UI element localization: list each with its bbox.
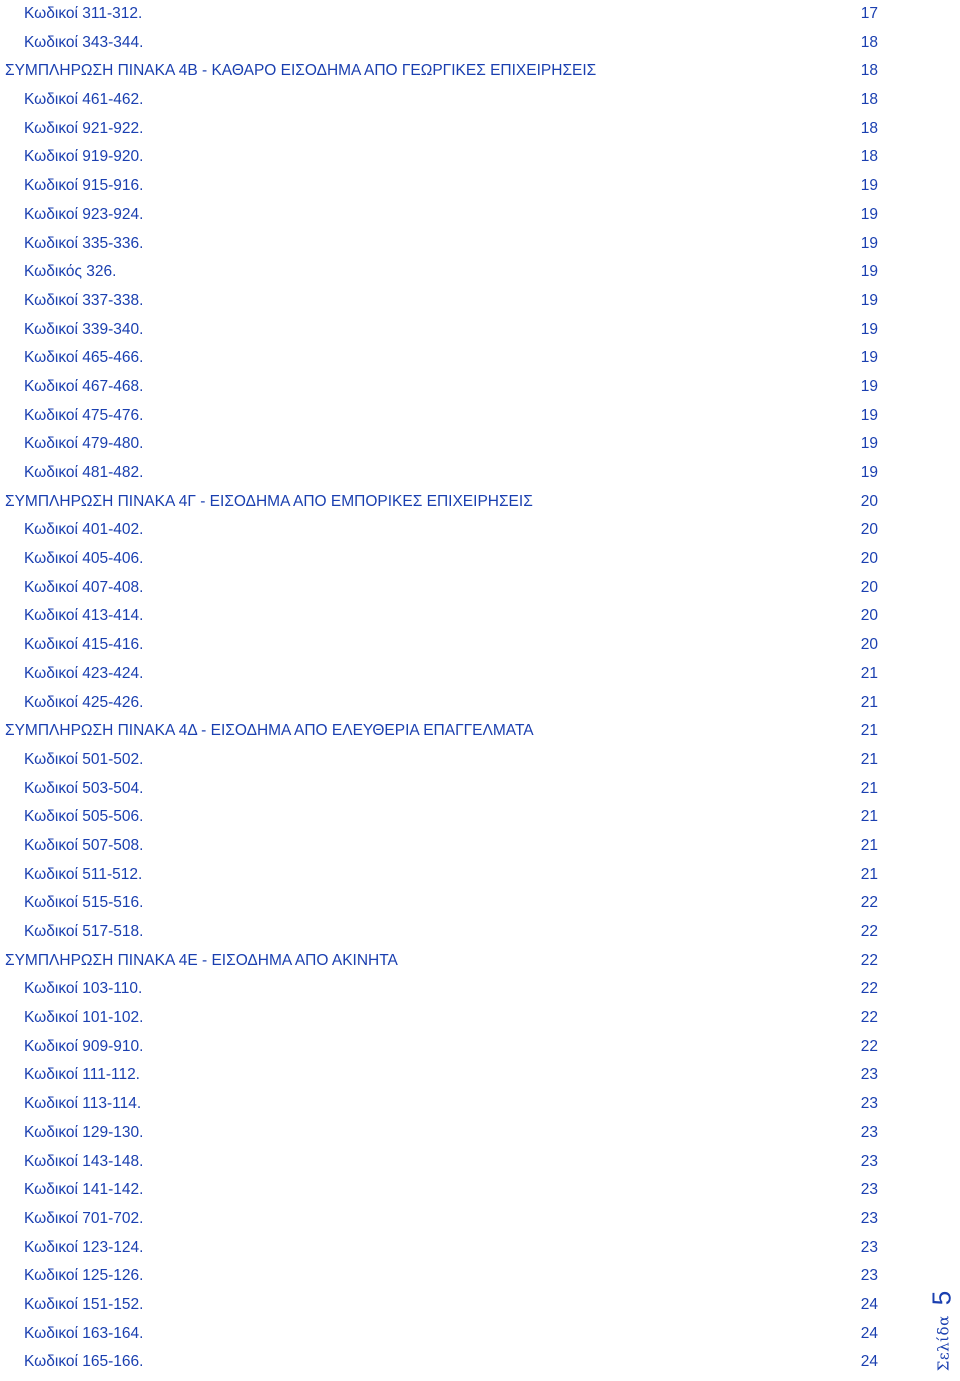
toc-section-link[interactable]: [0, 488, 960, 517]
toc-entry-label: Κωδικοί 479-480.: [24, 435, 144, 453]
toc-entry-link[interactable]: [0, 115, 960, 144]
toc-page-number: 22: [860, 980, 878, 998]
toc-entry-label: Κωδικοί 501-502.: [24, 750, 144, 768]
toc-page-number: 20: [860, 578, 878, 596]
toc-page-number: 17: [860, 5, 878, 22]
toc-page-number: 23: [860, 1181, 878, 1199]
toc-entry-label: Κωδικός 326.: [24, 263, 117, 281]
toc-page-number: 19: [860, 464, 878, 481]
toc-page-number: 21: [860, 808, 878, 826]
toc-entry-link[interactable]: [0, 1090, 960, 1119]
toc-page-number: 21: [860, 750, 878, 768]
toc-entry-label: Κωδικοί 141-142.: [24, 1181, 144, 1199]
toc-page-number: 23: [860, 1095, 878, 1113]
toc-entry-link[interactable]: [0, 918, 960, 947]
toc-entry-link[interactable]: [0, 1320, 960, 1349]
toc-entry-link[interactable]: [0, 402, 960, 431]
toc-page-number: 22: [860, 923, 878, 940]
toc-page-number: 20: [860, 492, 878, 510]
toc-entry-link[interactable]: [0, 1004, 960, 1033]
toc-page-number: 23: [860, 1267, 878, 1285]
toc-entry-label: Κωδικοί 165-166.: [24, 1353, 144, 1371]
toc-entry-link[interactable]: [0, 602, 960, 631]
toc-entry-link[interactable]: [0, 1148, 960, 1177]
toc-entry-label: Κωδικοί 113-114.: [24, 1095, 142, 1113]
toc-page-number: 19: [860, 177, 878, 195]
toc-entry-label: Κωδικοί 111-112.: [24, 1066, 140, 1084]
toc-entry-label: Κωδικοί 515-516.: [24, 894, 144, 912]
toc-page-number: 21: [860, 779, 878, 797]
toc-entry-label: Κωδικοί 475-476.: [24, 406, 144, 424]
toc-section-link[interactable]: [0, 57, 960, 86]
toc-entry-link[interactable]: [0, 1176, 960, 1205]
toc-page-number: 18: [860, 62, 878, 80]
toc-entry-link[interactable]: [0, 803, 960, 832]
toc-page-number: 24: [860, 1324, 878, 1342]
toc-entry-label: Κωδικοί 511-512.: [24, 865, 143, 883]
toc-entry-link[interactable]: [0, 143, 960, 172]
toc-entry-link[interactable]: [0, 775, 960, 804]
toc-entry-link[interactable]: [0, 1061, 960, 1090]
toc-entry-link[interactable]: [0, 1119, 960, 1148]
toc-entry-label: Κωδικοί 335-336.: [24, 234, 144, 252]
toc-entry-label: Κωδικοί 923-924.: [24, 205, 144, 223]
toc-entry-link[interactable]: [0, 459, 960, 488]
toc-entry-label: Κωδικοί 507-508.: [24, 836, 144, 854]
toc-entry-label: Κωδικοί 517-518.: [24, 923, 144, 940]
toc-entry-label: Κωδικοί 129-130.: [24, 1123, 144, 1141]
toc-page-number: 21: [860, 865, 878, 883]
toc-entry-link[interactable]: [0, 516, 960, 545]
toc-entry-link[interactable]: [0, 86, 960, 115]
toc-entry-link[interactable]: [0, 631, 960, 660]
toc-entry-label: Κωδικοί 461-462.: [24, 91, 144, 109]
toc-entry-link[interactable]: [0, 1262, 960, 1291]
toc-page-number: 22: [860, 1009, 878, 1027]
toc-entry-label: Κωδικοί 415-416.: [24, 636, 144, 654]
toc-entry-link[interactable]: [0, 975, 960, 1004]
toc-page-number: 18: [860, 148, 878, 166]
toc-entry-link[interactable]: [0, 574, 960, 603]
toc-entry-link[interactable]: [0, 1234, 960, 1263]
toc-entry-label: Κωδικοί 163-164.: [24, 1324, 144, 1342]
toc-page-number: 21: [860, 664, 878, 682]
toc-entry-link[interactable]: [0, 287, 960, 316]
toc-page-number: 18: [860, 33, 878, 51]
toc-entry-label: ΣΥΜΠΛΗΡΩΣΗ ΠΙΝΑΚΑ 4Γ - ΕΙΣΟΔΗΜΑ ΑΠΟ ΕΜΠΟΡΙΚΕΣ ΕΠΙΧΕΙΡΗΣΕΙΣ: [5, 492, 533, 510]
toc-entry-label: Κωδικοί 413-414.: [24, 607, 144, 625]
toc-entry-label: Κωδικοί 143-148.: [24, 1152, 144, 1170]
toc-page-number: 19: [860, 320, 878, 338]
toc-entry-label: Κωδικοί 343-344.: [24, 33, 144, 51]
toc-entry-label: Κωδικοί 505-506.: [24, 808, 144, 826]
toc-entry-label: Κωδικοί 915-916.: [24, 177, 144, 195]
toc-entry-label: ΣΥΜΠΛΗΡΩΣΗ ΠΙΝΑΚΑ 4Ε - ΕΙΣΟΔΗΜΑ ΑΠΟ ΑΚΙΝΗΤΑ: [5, 951, 398, 969]
toc-entry-link[interactable]: [0, 1348, 960, 1377]
toc-entry-link[interactable]: [0, 1033, 960, 1062]
toc-page-number: 19: [860, 435, 878, 453]
toc-entry-link[interactable]: [0, 689, 960, 718]
toc-entry-link[interactable]: [0, 316, 960, 345]
toc-entry-label: Κωδικοί 311-312.: [24, 5, 143, 22]
toc-entry-link[interactable]: [0, 258, 960, 287]
toc-entry-label: Κωδικοί 467-468.: [24, 377, 144, 395]
toc-entry-label: ΣΥΜΠΛΗΡΩΣΗ ΠΙΝΑΚΑ 4Δ - ΕΙΣΟΔΗΜΑ ΑΠΟ ΕΛΕΥΘΕΡΙΑ ΕΠΑΓΓΕΛΜΑΤΑ: [5, 722, 534, 740]
toc-entry-label: Κωδικοί 125-126.: [24, 1267, 144, 1285]
toc-page-number: 22: [860, 894, 878, 912]
toc-page-number: 19: [860, 234, 878, 252]
toc-entry-label: Κωδικοί 407-408.: [24, 578, 144, 596]
toc-page-number: 20: [860, 550, 878, 568]
toc-page-number: 20: [860, 607, 878, 625]
page-word-label: Σελίδα: [934, 1315, 953, 1372]
toc-entry-label: Κωδικοί 405-406.: [24, 550, 144, 568]
toc-entry-link[interactable]: [0, 29, 960, 58]
toc-page-number: 21: [860, 836, 878, 854]
toc-entry-label: Κωδικοί 101-102.: [24, 1009, 144, 1027]
page-number-rotated: [927, 1291, 958, 1371]
toc-entry-link[interactable]: [0, 889, 960, 918]
toc-section-link[interactable]: [0, 717, 960, 746]
toc-page-number: 19: [860, 263, 878, 281]
toc-entry-link[interactable]: [0, 545, 960, 574]
page-number: 5: [926, 1290, 957, 1306]
toc-entry-link[interactable]: [0, 172, 960, 201]
toc-page-number: 19: [860, 349, 878, 367]
toc-entry-link[interactable]: [0, 1205, 960, 1234]
toc-entry-label: Κωδικοί 423-424.: [24, 664, 144, 682]
toc-entry-link[interactable]: [0, 1291, 960, 1320]
toc-page-number: 23: [860, 1123, 878, 1141]
toc-entry-link[interactable]: [0, 344, 960, 373]
toc-entry-label: Κωδικοί 919-920.: [24, 148, 144, 166]
toc-page-number: 21: [860, 722, 878, 740]
toc-entry-label: ΣΥΜΠΛΗΡΩΣΗ ΠΙΝΑΚΑ 4Β - ΚΑΘΑΡΟ ΕΙΣΟΔΗΜΑ ΑΠΟ ΓΕΩΡΓΙΚΕΣ ΕΠΙΧΕΙΡΗΣΕΙΣ: [5, 62, 597, 80]
toc-page-number: 23: [860, 1238, 878, 1256]
toc-entry-label: Κωδικοί 481-482.: [24, 464, 144, 481]
toc-page-number: 20: [860, 636, 878, 654]
toc-page-number: 23: [860, 1209, 878, 1227]
toc-entry-label: Κωδικοί 339-340.: [24, 320, 144, 338]
toc-entry-label: Κωδικοί 337-338.: [24, 291, 144, 309]
toc-entry-link[interactable]: [0, 430, 960, 459]
toc-entry-label: Κωδικοί 103-110.: [24, 980, 143, 998]
toc-entry-label: Κωδικοί 909-910.: [24, 1037, 144, 1055]
toc-entry-label: Κωδικοί 123-124.: [24, 1238, 144, 1256]
toc-page-number: 18: [860, 91, 878, 109]
toc-entry-link[interactable]: [0, 861, 960, 890]
toc-entry-link[interactable]: [0, 201, 960, 230]
toc-entry-label: Κωδικοί 151-152.: [24, 1295, 144, 1313]
toc-page-number: 19: [860, 291, 878, 309]
toc-entry-link[interactable]: [0, 230, 960, 259]
toc-entry-label: Κωδικοί 425-426.: [24, 693, 144, 711]
toc-entry-link[interactable]: [0, 0, 960, 29]
toc-page-number: 24: [860, 1353, 878, 1371]
toc-entry-link[interactable]: [0, 373, 960, 402]
toc-page-number: 23: [860, 1066, 878, 1084]
toc-page-number: 20: [860, 521, 878, 539]
toc-page-number: 22: [860, 1037, 878, 1055]
toc-entry-label: Κωδικοί 465-466.: [24, 349, 144, 367]
toc-page-number: 21: [860, 693, 878, 711]
toc-page-number: 19: [860, 205, 878, 223]
toc-entry-link[interactable]: [0, 832, 960, 861]
toc-page-number: 19: [860, 406, 878, 424]
toc-entry-label: Κωδικοί 701-702.: [24, 1209, 144, 1227]
toc-page-number: 23: [860, 1152, 878, 1170]
toc-page-number: 19: [860, 377, 878, 395]
toc-page-number: 24: [860, 1295, 878, 1313]
toc-entry-label: Κωδικοί 401-402.: [24, 521, 144, 539]
toc-entry-label: Κωδικοί 921-922.: [24, 119, 144, 137]
page-number-footer: [926, 1285, 957, 1377]
toc-entry-link[interactable]: [0, 746, 960, 775]
toc-page-number: 22: [860, 951, 878, 969]
toc-page-number: 18: [860, 119, 878, 137]
toc-entry-link[interactable]: [0, 660, 960, 689]
toc-entry-label: Κωδικοί 503-504.: [24, 779, 144, 797]
toc-section-link[interactable]: [0, 947, 960, 976]
